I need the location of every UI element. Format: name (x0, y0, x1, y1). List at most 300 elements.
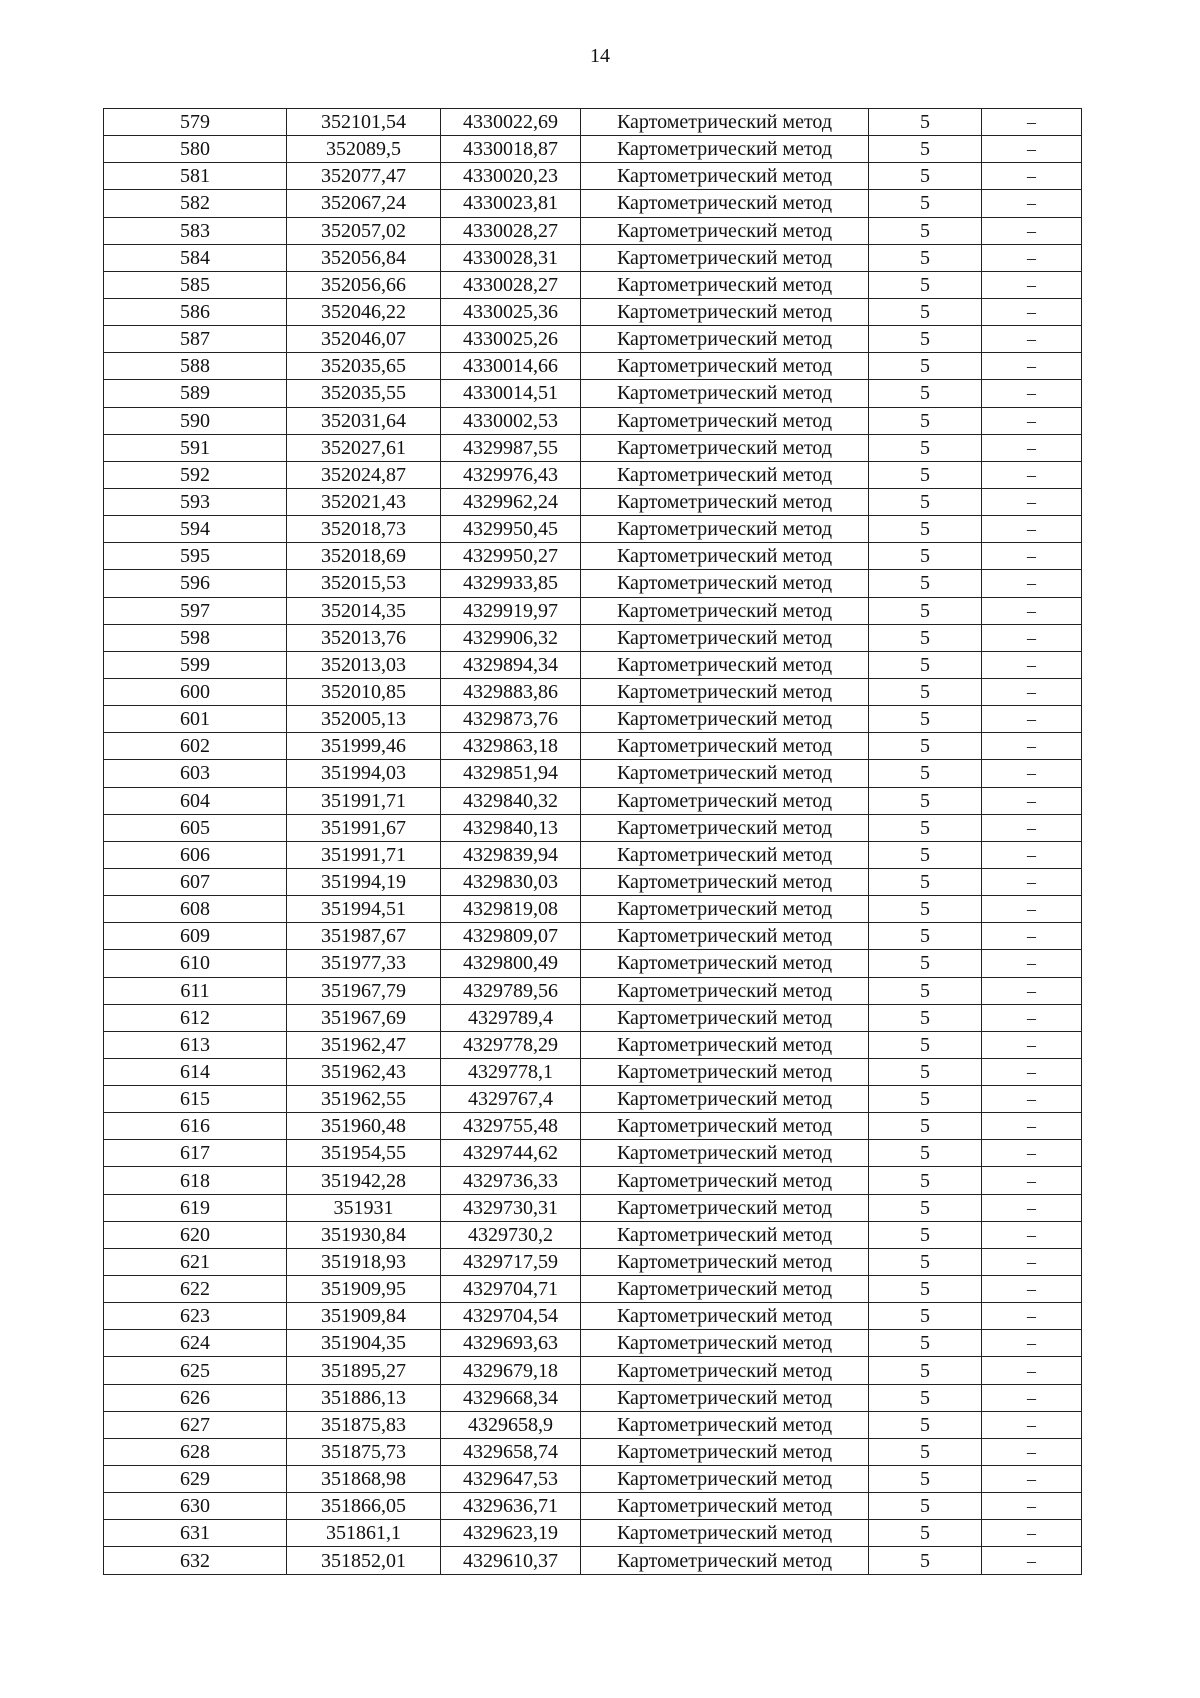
note-cell: – (982, 1167, 1082, 1194)
x-coordinate-cell: 352005,13 (287, 706, 441, 733)
point-number-cell: 592 (104, 461, 287, 488)
table-row (104, 651, 1082, 678)
accuracy-cell: 5 (869, 1493, 982, 1520)
point-number-cell: 619 (104, 1194, 287, 1221)
x-coordinate-cell: 352024,87 (287, 461, 441, 488)
x-coordinate-cell: 351994,19 (287, 868, 441, 895)
point-number-cell: 627 (104, 1411, 287, 1438)
note-cell: – (982, 244, 1082, 271)
point-number-cell: 593 (104, 488, 287, 515)
y-coordinate-cell: 4329830,03 (441, 868, 581, 895)
table-row (104, 1276, 1082, 1303)
x-coordinate-cell: 351962,55 (287, 1086, 441, 1113)
point-number-cell: 628 (104, 1438, 287, 1465)
table-row (104, 1303, 1082, 1330)
y-coordinate-cell: 4329950,45 (441, 516, 581, 543)
accuracy-cell: 5 (869, 380, 982, 407)
table-row (104, 434, 1082, 461)
note-cell: – (982, 950, 1082, 977)
x-coordinate-cell: 352056,84 (287, 244, 441, 271)
table-row (104, 244, 1082, 271)
accuracy-cell: 5 (869, 516, 982, 543)
point-number-cell: 580 (104, 136, 287, 163)
x-coordinate-cell: 351994,03 (287, 760, 441, 787)
x-coordinate-cell: 352013,76 (287, 624, 441, 651)
table-row (104, 678, 1082, 705)
accuracy-cell: 5 (869, 1221, 982, 1248)
note-cell: – (982, 163, 1082, 190)
table-row (104, 1248, 1082, 1275)
note-cell: – (982, 1493, 1082, 1520)
note-cell: – (982, 217, 1082, 244)
note-cell: – (982, 1031, 1082, 1058)
x-coordinate-cell: 352101,54 (287, 109, 441, 136)
x-coordinate-cell: 351987,67 (287, 923, 441, 950)
note-cell: – (982, 814, 1082, 841)
y-coordinate-cell: 4329744,62 (441, 1140, 581, 1167)
y-coordinate-cell: 4329730,2 (441, 1221, 581, 1248)
note-cell: – (982, 271, 1082, 298)
x-coordinate-cell: 352089,5 (287, 136, 441, 163)
y-coordinate-cell: 4329623,19 (441, 1520, 581, 1547)
point-number-cell: 582 (104, 190, 287, 217)
note-cell: – (982, 624, 1082, 651)
accuracy-cell: 5 (869, 570, 982, 597)
note-cell: – (982, 1140, 1082, 1167)
note-cell: – (982, 1411, 1082, 1438)
table-row (104, 1357, 1082, 1384)
x-coordinate-cell: 351866,05 (287, 1493, 441, 1520)
note-cell: – (982, 896, 1082, 923)
note-cell: – (982, 543, 1082, 570)
y-coordinate-cell: 4329919,97 (441, 597, 581, 624)
accuracy-cell: 5 (869, 1411, 982, 1438)
accuracy-cell: 5 (869, 1520, 982, 1547)
x-coordinate-cell: 351991,67 (287, 814, 441, 841)
table-row (104, 624, 1082, 651)
y-coordinate-cell: 4329883,86 (441, 678, 581, 705)
note-cell: – (982, 733, 1082, 760)
x-coordinate-cell: 352056,66 (287, 271, 441, 298)
accuracy-cell: 5 (869, 787, 982, 814)
x-coordinate-cell: 352018,69 (287, 543, 441, 570)
x-coordinate-cell: 351962,47 (287, 1031, 441, 1058)
accuracy-cell: 5 (869, 109, 982, 136)
accuracy-cell: 5 (869, 1276, 982, 1303)
point-number-cell: 629 (104, 1466, 287, 1493)
table-row (104, 326, 1082, 353)
x-coordinate-cell: 351861,1 (287, 1520, 441, 1547)
accuracy-cell: 5 (869, 1438, 982, 1465)
point-number-cell: 623 (104, 1303, 287, 1330)
accuracy-cell: 5 (869, 1167, 982, 1194)
y-coordinate-cell: 4329819,08 (441, 896, 581, 923)
point-number-cell: 583 (104, 217, 287, 244)
table-row (104, 896, 1082, 923)
accuracy-cell: 5 (869, 244, 982, 271)
accuracy-cell: 5 (869, 353, 982, 380)
table-row (104, 298, 1082, 325)
table-row (104, 1520, 1082, 1547)
method-cell: Картометрический метод (581, 434, 869, 461)
accuracy-cell: 5 (869, 760, 982, 787)
point-number-cell: 632 (104, 1547, 287, 1574)
point-number-cell: 587 (104, 326, 287, 353)
y-coordinate-cell: 4329839,94 (441, 841, 581, 868)
note-cell: – (982, 868, 1082, 895)
note-cell: – (982, 1086, 1082, 1113)
method-cell: Картометрический метод (581, 461, 869, 488)
method-cell: Картометрический метод (581, 1411, 869, 1438)
accuracy-cell: 5 (869, 733, 982, 760)
table-row (104, 1493, 1082, 1520)
x-coordinate-cell: 351886,13 (287, 1384, 441, 1411)
y-coordinate-cell: 4329736,33 (441, 1167, 581, 1194)
method-cell: Картометрический метод (581, 1466, 869, 1493)
accuracy-cell: 5 (869, 407, 982, 434)
method-cell: Картометрический метод (581, 1493, 869, 1520)
table-row (104, 1058, 1082, 1085)
note-cell: – (982, 136, 1082, 163)
method-cell: Картометрический метод (581, 841, 869, 868)
point-number-cell: 586 (104, 298, 287, 325)
x-coordinate-cell: 352018,73 (287, 516, 441, 543)
accuracy-cell: 5 (869, 896, 982, 923)
y-coordinate-cell: 4330028,27 (441, 271, 581, 298)
y-coordinate-cell: 4329778,29 (441, 1031, 581, 1058)
point-number-cell: 588 (104, 353, 287, 380)
y-coordinate-cell: 4329962,24 (441, 488, 581, 515)
accuracy-cell: 5 (869, 814, 982, 841)
point-number-cell: 624 (104, 1330, 287, 1357)
point-number-cell: 590 (104, 407, 287, 434)
table-row (104, 841, 1082, 868)
x-coordinate-cell: 352077,47 (287, 163, 441, 190)
accuracy-cell: 5 (869, 868, 982, 895)
accuracy-cell: 5 (869, 977, 982, 1004)
x-coordinate-cell: 352067,24 (287, 190, 441, 217)
accuracy-cell: 5 (869, 298, 982, 325)
method-cell: Картометрический метод (581, 1004, 869, 1031)
table-row (104, 570, 1082, 597)
table-row (104, 543, 1082, 570)
y-coordinate-cell: 4329658,74 (441, 1438, 581, 1465)
method-cell: Картометрический метод (581, 1194, 869, 1221)
x-coordinate-cell: 351904,35 (287, 1330, 441, 1357)
note-cell: – (982, 109, 1082, 136)
accuracy-cell: 5 (869, 1140, 982, 1167)
y-coordinate-cell: 4329767,4 (441, 1086, 581, 1113)
table-row (104, 950, 1082, 977)
method-cell: Картометрический метод (581, 1248, 869, 1275)
note-cell: – (982, 1004, 1082, 1031)
point-number-cell: 617 (104, 1140, 287, 1167)
note-cell: – (982, 597, 1082, 624)
x-coordinate-cell: 352046,07 (287, 326, 441, 353)
note-cell: – (982, 190, 1082, 217)
accuracy-cell: 5 (869, 434, 982, 461)
x-coordinate-cell: 351977,33 (287, 950, 441, 977)
point-number-cell: 605 (104, 814, 287, 841)
method-cell: Картометрический метод (581, 190, 869, 217)
method-cell: Картометрический метод (581, 570, 869, 597)
note-cell: – (982, 1276, 1082, 1303)
table-row (104, 109, 1082, 136)
point-number-cell: 613 (104, 1031, 287, 1058)
y-coordinate-cell: 4329693,63 (441, 1330, 581, 1357)
x-coordinate-cell: 352046,22 (287, 298, 441, 325)
note-cell: – (982, 353, 1082, 380)
y-coordinate-cell: 4329658,9 (441, 1411, 581, 1438)
point-number-cell: 616 (104, 1113, 287, 1140)
table-row (104, 814, 1082, 841)
table-row (104, 217, 1082, 244)
table-row (104, 1466, 1082, 1493)
method-cell: Картометрический метод (581, 109, 869, 136)
method-cell: Картометрический метод (581, 1357, 869, 1384)
point-number-cell: 594 (104, 516, 287, 543)
x-coordinate-cell: 351960,48 (287, 1113, 441, 1140)
y-coordinate-cell: 4329778,1 (441, 1058, 581, 1085)
table-row (104, 1330, 1082, 1357)
table-row (104, 1086, 1082, 1113)
accuracy-cell: 5 (869, 1004, 982, 1031)
point-number-cell: 585 (104, 271, 287, 298)
x-coordinate-cell: 352027,61 (287, 434, 441, 461)
table-row (104, 787, 1082, 814)
point-number-cell: 600 (104, 678, 287, 705)
method-cell: Картометрический метод (581, 706, 869, 733)
point-number-cell: 621 (104, 1248, 287, 1275)
x-coordinate-cell: 351868,98 (287, 1466, 441, 1493)
point-number-cell: 599 (104, 651, 287, 678)
y-coordinate-cell: 4330028,27 (441, 217, 581, 244)
table-row (104, 461, 1082, 488)
y-coordinate-cell: 4329668,34 (441, 1384, 581, 1411)
note-cell: – (982, 1438, 1082, 1465)
point-number-cell: 591 (104, 434, 287, 461)
x-coordinate-cell: 351962,43 (287, 1058, 441, 1085)
method-cell: Картометрический метод (581, 678, 869, 705)
method-cell: Картометрический метод (581, 298, 869, 325)
table-row (104, 1004, 1082, 1031)
note-cell: – (982, 706, 1082, 733)
table-row (104, 733, 1082, 760)
table-row (104, 1113, 1082, 1140)
note-cell: – (982, 787, 1082, 814)
note-cell: – (982, 1194, 1082, 1221)
note-cell: – (982, 1466, 1082, 1493)
method-cell: Картометрический метод (581, 733, 869, 760)
x-coordinate-cell: 352014,35 (287, 597, 441, 624)
point-number-cell: 610 (104, 950, 287, 977)
note-cell: – (982, 488, 1082, 515)
point-number-cell: 596 (104, 570, 287, 597)
table-row (104, 1221, 1082, 1248)
point-number-cell: 630 (104, 1493, 287, 1520)
note-cell: – (982, 1113, 1082, 1140)
x-coordinate-cell: 352013,03 (287, 651, 441, 678)
x-coordinate-cell: 351994,51 (287, 896, 441, 923)
accuracy-cell: 5 (869, 1303, 982, 1330)
x-coordinate-cell: 351918,93 (287, 1248, 441, 1275)
note-cell: – (982, 516, 1082, 543)
point-number-cell: 631 (104, 1520, 287, 1547)
accuracy-cell: 5 (869, 1330, 982, 1357)
y-coordinate-cell: 4330002,53 (441, 407, 581, 434)
note-cell: – (982, 1384, 1082, 1411)
y-coordinate-cell: 4329755,48 (441, 1113, 581, 1140)
table-row (104, 136, 1082, 163)
x-coordinate-cell: 352031,64 (287, 407, 441, 434)
point-number-cell: 615 (104, 1086, 287, 1113)
table-row (104, 1194, 1082, 1221)
table-row (104, 1031, 1082, 1058)
accuracy-cell: 5 (869, 1547, 982, 1574)
accuracy-cell: 5 (869, 326, 982, 353)
point-number-cell: 598 (104, 624, 287, 651)
x-coordinate-cell: 351930,84 (287, 1221, 441, 1248)
y-coordinate-cell: 4329894,34 (441, 651, 581, 678)
y-coordinate-cell: 4329730,31 (441, 1194, 581, 1221)
point-number-cell: 609 (104, 923, 287, 950)
y-coordinate-cell: 4329933,85 (441, 570, 581, 597)
coordinates-table (103, 108, 1082, 1575)
accuracy-cell: 5 (869, 1466, 982, 1493)
method-cell: Картометрический метод (581, 488, 869, 515)
x-coordinate-cell: 351909,95 (287, 1276, 441, 1303)
y-coordinate-cell: 4329840,13 (441, 814, 581, 841)
y-coordinate-cell: 4329800,49 (441, 950, 581, 977)
method-cell: Картометрический метод (581, 950, 869, 977)
accuracy-cell: 5 (869, 1113, 982, 1140)
note-cell: – (982, 407, 1082, 434)
point-number-cell: 614 (104, 1058, 287, 1085)
note-cell: – (982, 570, 1082, 597)
point-number-cell: 612 (104, 1004, 287, 1031)
y-coordinate-cell: 4329647,53 (441, 1466, 581, 1493)
table-row (104, 1411, 1082, 1438)
y-coordinate-cell: 4329851,94 (441, 760, 581, 787)
method-cell: Картометрический метод (581, 1031, 869, 1058)
method-cell: Картометрический метод (581, 896, 869, 923)
method-cell: Картометрический метод (581, 326, 869, 353)
method-cell: Картометрический метод (581, 1384, 869, 1411)
accuracy-cell: 5 (869, 271, 982, 298)
method-cell: Картометрический метод (581, 543, 869, 570)
method-cell: Картометрический метод (581, 516, 869, 543)
y-coordinate-cell: 4329976,43 (441, 461, 581, 488)
x-coordinate-cell: 351895,27 (287, 1357, 441, 1384)
note-cell: – (982, 326, 1082, 353)
x-coordinate-cell: 351875,73 (287, 1438, 441, 1465)
x-coordinate-cell: 351991,71 (287, 787, 441, 814)
note-cell: – (982, 841, 1082, 868)
method-cell: Картометрический метод (581, 787, 869, 814)
note-cell: – (982, 760, 1082, 787)
y-coordinate-cell: 4329704,54 (441, 1303, 581, 1330)
x-coordinate-cell: 351909,84 (287, 1303, 441, 1330)
table-row (104, 706, 1082, 733)
page-number: 14 (590, 45, 610, 67)
method-cell: Картометрический метод (581, 1086, 869, 1113)
point-number-cell: 611 (104, 977, 287, 1004)
y-coordinate-cell: 4330025,36 (441, 298, 581, 325)
method-cell: Картометрический метод (581, 624, 869, 651)
table-row (104, 597, 1082, 624)
method-cell: Картометрический метод (581, 407, 869, 434)
method-cell: Картометрический метод (581, 1276, 869, 1303)
x-coordinate-cell: 351852,01 (287, 1547, 441, 1574)
y-coordinate-cell: 4329840,32 (441, 787, 581, 814)
table-row (104, 923, 1082, 950)
table-row (104, 190, 1082, 217)
table-row (104, 353, 1082, 380)
accuracy-cell: 5 (869, 841, 982, 868)
note-cell: – (982, 1058, 1082, 1085)
x-coordinate-cell: 352057,02 (287, 217, 441, 244)
method-cell: Картометрический метод (581, 868, 869, 895)
accuracy-cell: 5 (869, 706, 982, 733)
accuracy-cell: 5 (869, 597, 982, 624)
table-row (104, 407, 1082, 434)
table-row (104, 1167, 1082, 1194)
x-coordinate-cell: 352035,65 (287, 353, 441, 380)
table-row (104, 1384, 1082, 1411)
accuracy-cell: 5 (869, 461, 982, 488)
accuracy-cell: 5 (869, 1384, 982, 1411)
method-cell: Картометрический метод (581, 1140, 869, 1167)
table-row (104, 1140, 1082, 1167)
y-coordinate-cell: 4329809,07 (441, 923, 581, 950)
note-cell: – (982, 923, 1082, 950)
point-number-cell: 579 (104, 109, 287, 136)
accuracy-cell: 5 (869, 923, 982, 950)
y-coordinate-cell: 4329789,56 (441, 977, 581, 1004)
point-number-cell: 606 (104, 841, 287, 868)
x-coordinate-cell: 351967,79 (287, 977, 441, 1004)
y-coordinate-cell: 4330022,69 (441, 109, 581, 136)
method-cell: Картометрический метод (581, 1438, 869, 1465)
note-cell: – (982, 1547, 1082, 1574)
accuracy-cell: 5 (869, 624, 982, 651)
y-coordinate-cell: 4329987,55 (441, 434, 581, 461)
note-cell: – (982, 678, 1082, 705)
y-coordinate-cell: 4329950,27 (441, 543, 581, 570)
y-coordinate-cell: 4330020,23 (441, 163, 581, 190)
method-cell: Картометрический метод (581, 651, 869, 678)
table-row (104, 516, 1082, 543)
accuracy-cell: 5 (869, 136, 982, 163)
note-cell: – (982, 434, 1082, 461)
method-cell: Картометрический метод (581, 1167, 869, 1194)
accuracy-cell: 5 (869, 1086, 982, 1113)
note-cell: – (982, 298, 1082, 325)
point-number-cell: 626 (104, 1384, 287, 1411)
table-row (104, 380, 1082, 407)
table-row (104, 977, 1082, 1004)
accuracy-cell: 5 (869, 488, 982, 515)
table-row (104, 1438, 1082, 1465)
method-cell: Картометрический метод (581, 814, 869, 841)
x-coordinate-cell: 352021,43 (287, 488, 441, 515)
method-cell: Картометрический метод (581, 1058, 869, 1085)
point-number-cell: 620 (104, 1221, 287, 1248)
y-coordinate-cell: 4330023,81 (441, 190, 581, 217)
method-cell: Картометрический метод (581, 163, 869, 190)
y-coordinate-cell: 4329610,37 (441, 1547, 581, 1574)
method-cell: Картометрический метод (581, 271, 869, 298)
